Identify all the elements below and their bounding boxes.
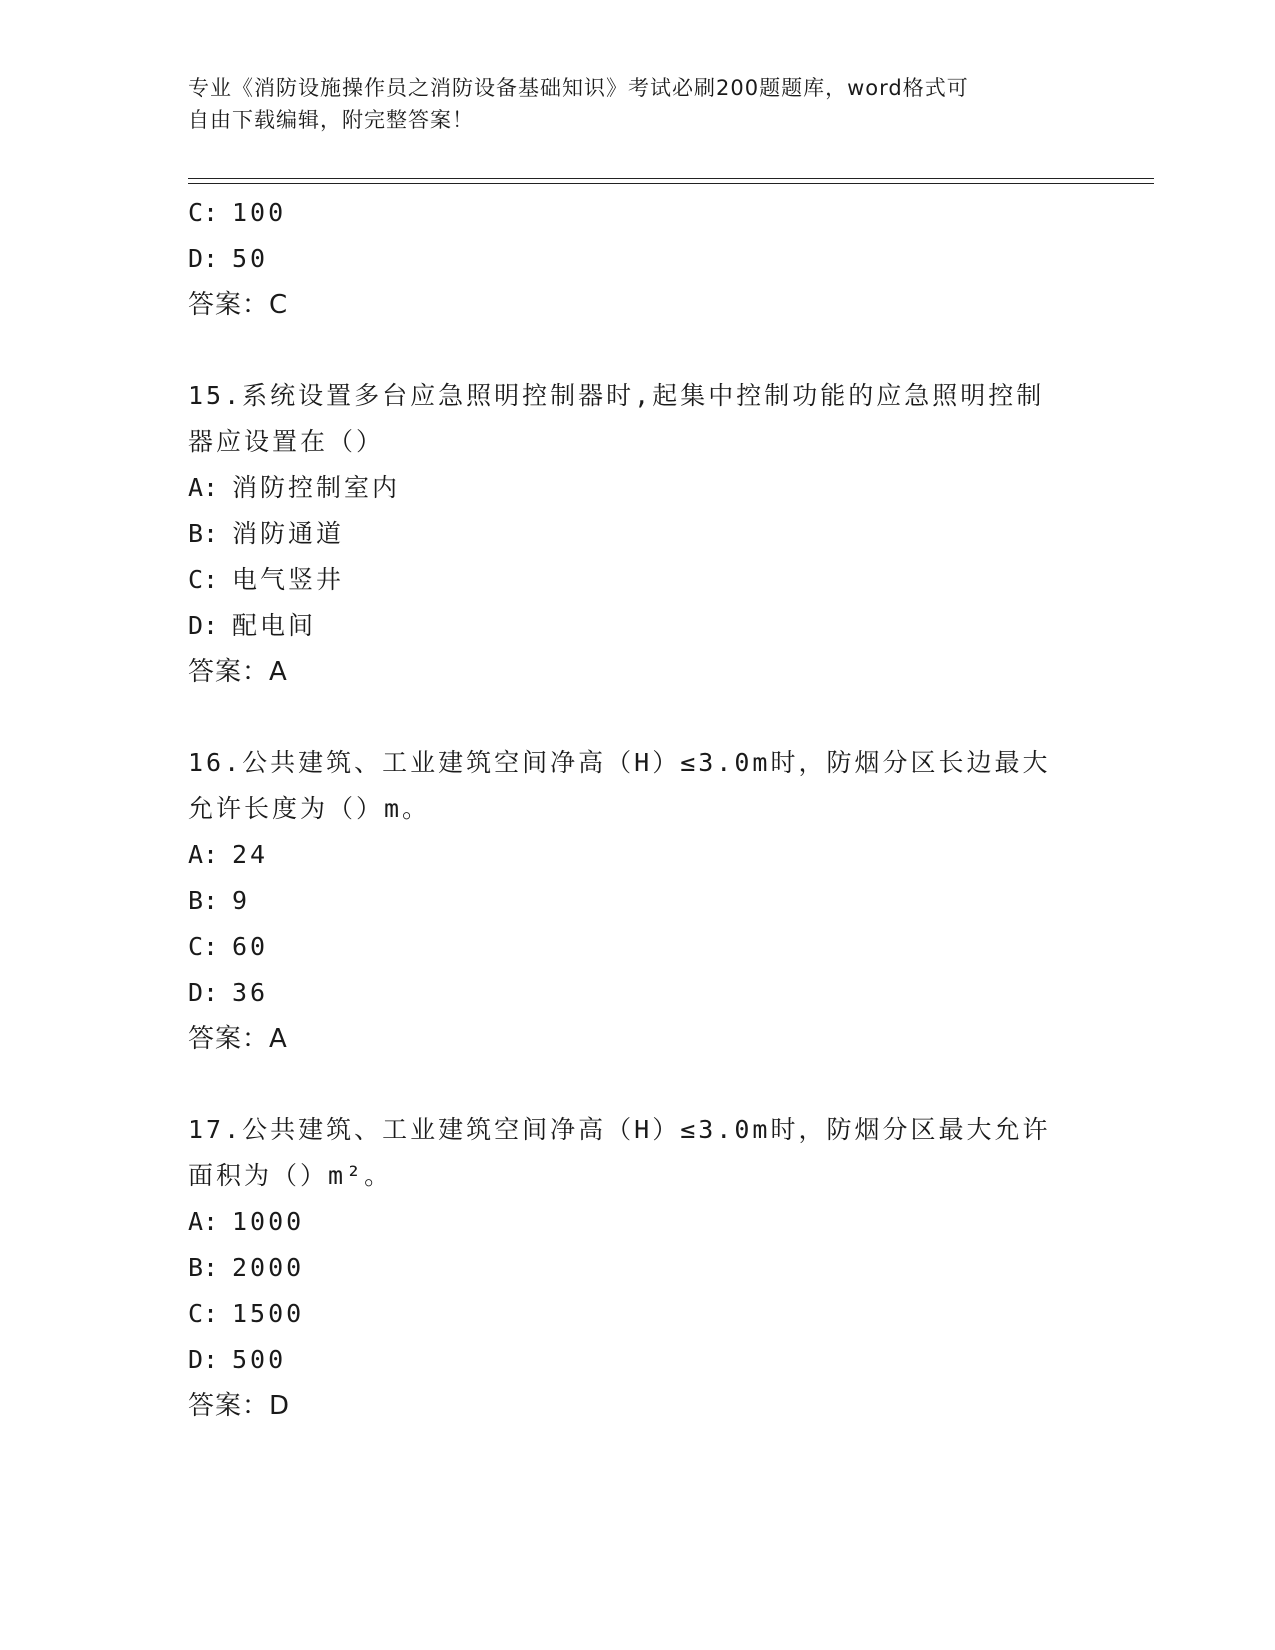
option-c: [188, 190, 1088, 236]
option-c: [188, 557, 1088, 603]
option-letter: A:: [188, 1207, 219, 1236]
option-d: [188, 970, 1088, 1016]
header-divider-top: [188, 178, 1154, 179]
option-text: 50: [232, 244, 269, 273]
option-letter: C:: [188, 1299, 219, 1328]
option-text: 100: [232, 198, 287, 227]
answer-line: 答案：D: [188, 1391, 291, 1421]
answer-line: 答案：A: [188, 657, 288, 687]
option-letter: C:: [188, 932, 219, 961]
question-text-line-2: 面积为（）m²。: [188, 1161, 393, 1190]
option-letter: B:: [188, 1253, 219, 1282]
option-d: [188, 1337, 1088, 1383]
option-letter: A:: [188, 840, 219, 869]
option-c: [188, 924, 1088, 970]
option-b: [188, 511, 1088, 557]
question-text-line-2: 器应设置在（）: [188, 427, 385, 456]
option-text: 消防通道: [232, 519, 345, 548]
option-d: [188, 603, 1088, 649]
question-block-14-tail: [188, 190, 1088, 328]
option-letter: C:: [188, 198, 219, 227]
option-letter: D:: [188, 244, 219, 273]
option-text: 配电间: [232, 611, 317, 640]
option-letter: D:: [188, 611, 219, 640]
header-divider-bottom: [188, 183, 1154, 184]
question-text-line-1: 16.公共建筑、工业建筑空间净高（H）≤3.0m时，防烟分区长边最大: [188, 748, 1051, 777]
answer-line: 答案：A: [188, 1024, 288, 1054]
question-text-line-1: 15.系统设置多台应急照明控制器时,起集中控制功能的应急照明控制: [188, 381, 1045, 410]
question-block-15: [188, 373, 1088, 695]
answer-line: 答案：C: [188, 290, 289, 320]
option-letter: B:: [188, 886, 219, 915]
question-text-line-1: 17.公共建筑、工业建筑空间净高（H）≤3.0m时，防烟分区最大允许: [188, 1115, 1051, 1144]
header-title-line-2: 自由下载编辑，附完整答案！: [188, 108, 474, 132]
option-c: [188, 1291, 1088, 1337]
option-text: 36: [232, 978, 269, 1007]
question-block-16: [188, 740, 1088, 1062]
option-text: 24: [232, 840, 269, 869]
option-letter: C:: [188, 565, 219, 594]
option-b: [188, 878, 1088, 924]
option-letter: D:: [188, 978, 219, 1007]
option-a: [188, 465, 1088, 511]
option-text: 2000: [232, 1253, 305, 1282]
option-letter: D:: [188, 1345, 219, 1374]
option-a: [188, 832, 1088, 878]
document-header: [188, 72, 1068, 136]
question-text-line-2: 允许长度为（）m。: [188, 794, 431, 823]
option-letter: B:: [188, 519, 219, 548]
option-text: 500: [232, 1345, 287, 1374]
option-text: 60: [232, 932, 269, 961]
option-letter: A:: [188, 473, 219, 502]
option-text: 1500: [232, 1299, 305, 1328]
option-text: 电气竖井: [232, 565, 345, 594]
question-block-17: [188, 1107, 1088, 1429]
option-text: 1000: [232, 1207, 305, 1236]
option-text: 消防控制室内: [232, 473, 401, 502]
question-list: [188, 190, 1088, 1429]
option-d: [188, 236, 1088, 282]
header-title-line-1: 专业《消防设施操作员之消防设备基础知识》考试必刷200题题库，word格式可: [188, 76, 969, 100]
option-text: 9: [232, 886, 251, 915]
option-a: [188, 1199, 1088, 1245]
option-b: [188, 1245, 1088, 1291]
